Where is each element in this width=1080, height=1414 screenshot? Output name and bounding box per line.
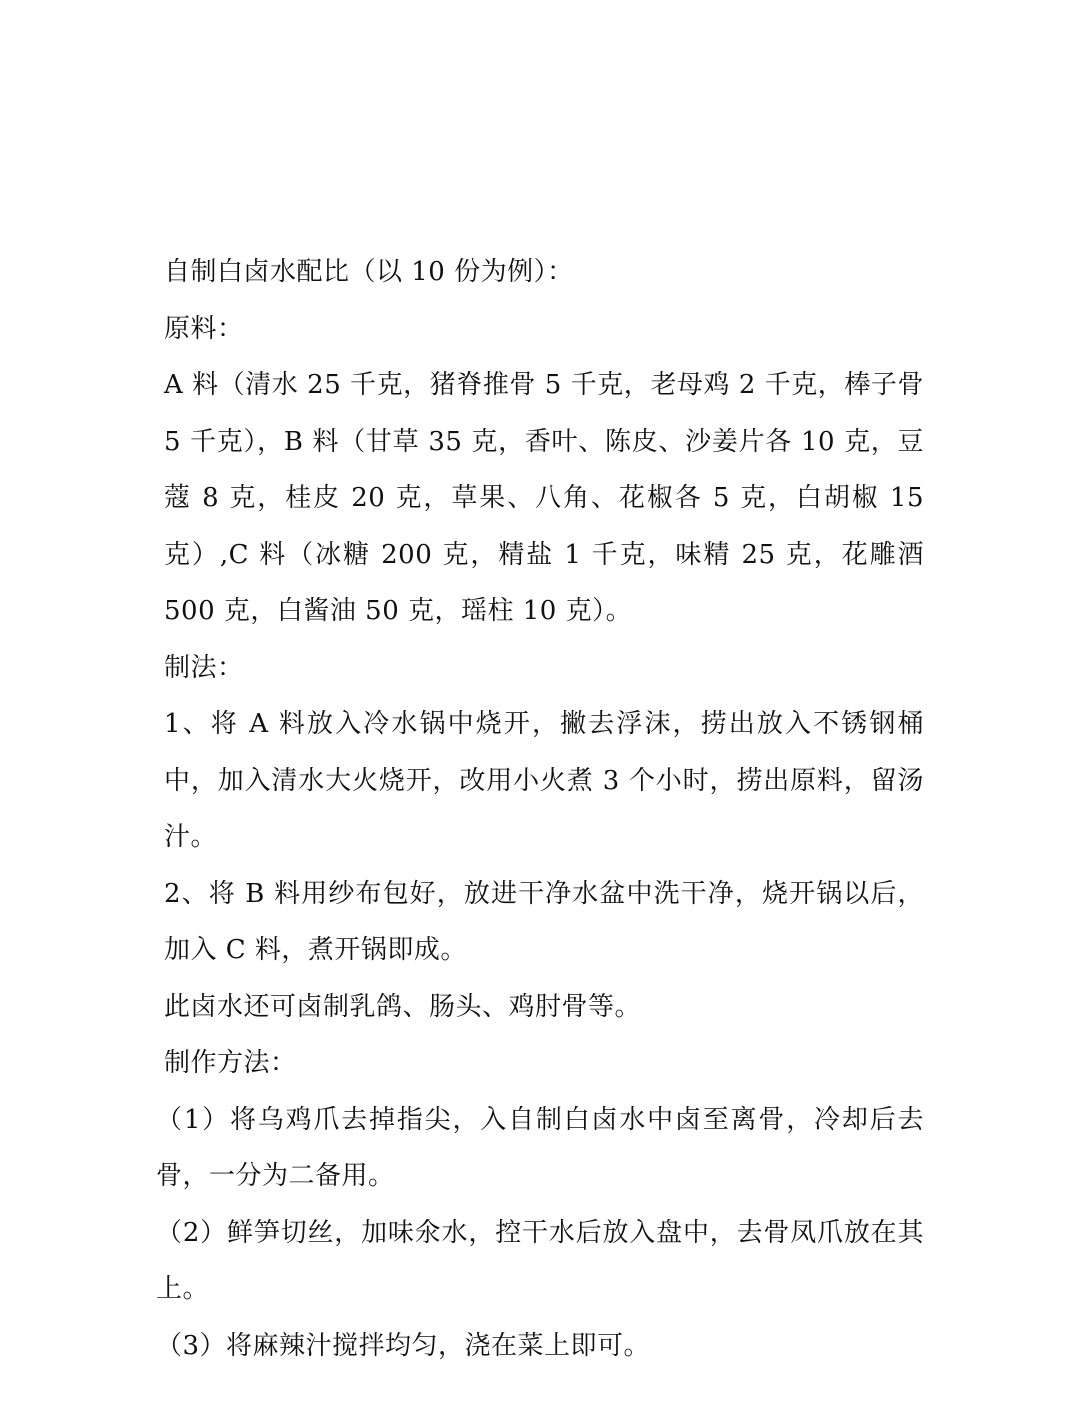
ingredients-heading: 原料： bbox=[164, 313, 244, 344]
recipe-step: （3）将麻辣汁搅拌均匀，浇在菜上即可。 bbox=[156, 1330, 651, 1361]
ingredients-text: A 料（清水 25 千克，猪脊推骨 5 千克，老母鸡 2 千克，棒子骨 5 千克），B 料（甘草 35 克，香叶、陈皮、沙姜片各 10 克，豆蔻 8 克，桂皮 20 克，草果、八角、花椒各 5 克，白胡椒 15 克）,C 料（冰糖 200 克，精盐 1 千克，味精 25 克，花雕酒 500 克，白酱油 50 克，瑶柱 10 克）。 bbox=[164, 370, 924, 626]
document-title: 自制白卤水配比（以 10 份为例）： bbox=[164, 257, 574, 287]
recipe-step: （1）将乌鸡爪去掉指尖，入自制白卤水中卤至离骨，冷却后去骨，一分为二备用。 bbox=[156, 1104, 924, 1191]
method-heading: 制法： bbox=[164, 652, 244, 683]
method-step: 1、将 A 料放入冷水锅中烧开，撇去浮沫，捞出放入不锈钢桶中，加入清水大火烧开，改用小火煮 3 个小时，捞出原料，留汤汁。 bbox=[164, 709, 924, 852]
note-text: 此卤水还可卤制乳鸽、肠头、鸡肘骨等。 bbox=[164, 991, 642, 1022]
method-step: 2、将 B 料用纱布包好，放进干净水盆中洗干净，烧开锅以后，加入 C 料，煮开锅即成。 bbox=[164, 878, 924, 965]
recipe-heading: 制作方法： bbox=[164, 1048, 297, 1078]
recipe-step: （2）鲜笋切丝，加味氽水，控干水后放入盘中，去骨凤爪放在其上。 bbox=[156, 1217, 924, 1304]
document-body bbox=[156, 244, 924, 1374]
